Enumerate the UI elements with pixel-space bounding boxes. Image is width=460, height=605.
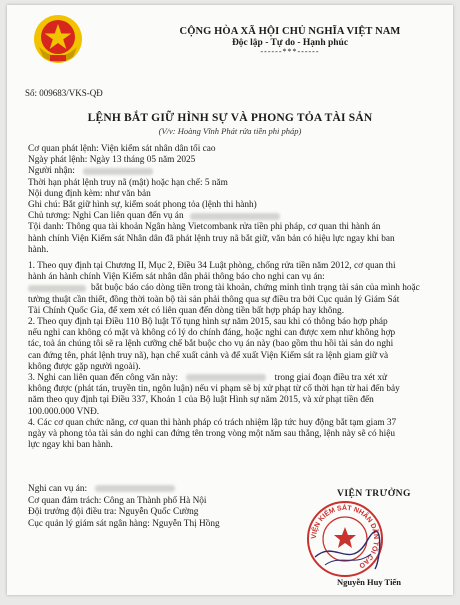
p1-line-3 [28, 283, 441, 294]
p2-line-2: nếu nghi can không có mặt và không có lý do chính đáng, hoặc nghi can được xem như không hợp [28, 328, 396, 339]
p2-line-3: tác, toà án chúng tôi sẽ ra lệnh cưỡng chế bắt buộc cho vụ án này (bao gồm thu hồi tài sản do nghi [28, 339, 394, 350]
suspect-line [28, 484, 220, 496]
p1-line-3-text: bắt buộc báo cáo dòng tiền trong tài khoản, chứng minh tình trạng tài sản của mình hoặc [91, 283, 420, 294]
p3-line-1 [28, 373, 441, 384]
p2-line-4: can đứng tên, phát lệnh truy nã), hạn chế xuất cảnh và để xuất Viện Kiểm sát ra lệnh giam giữ và [28, 350, 389, 361]
p4-line-3: lực ngay khi ban hành. [28, 440, 113, 451]
redacted-owner [190, 213, 280, 220]
redacted-recipient [83, 168, 153, 175]
p2-line-1: 2. Theo quy định tại Điều 110 Bộ luật Tố tụng hình sự năm 2015, sau khi có thông báo hợp pháp [28, 317, 388, 328]
attachment-line: Nội dung định kèm: như văn bản [28, 188, 151, 199]
director-title: VIỆN TRƯỞNG [337, 489, 411, 499]
agency-line: Cơ quan đảm trách: Công an Thành phố Hà Nội [28, 495, 207, 506]
team-line: Đội trưởng đội điều tra: Nguyễn Quốc Cường [28, 507, 199, 518]
document-subtitle: (V/v: Hoàng Vĩnh Phát rửa tiền phi pháp) [158, 126, 302, 136]
header-divider: ------***------ [260, 47, 320, 56]
p4-line-2: ngày và phong tỏa tài sản do nghi can đứng tên trong vòng một năm sau thẳng, lệnh này sẽ có hiệu [28, 429, 396, 440]
document-page [7, 5, 453, 595]
document-title: LỆNH BẮT GIỮ HÌNH SỰ VÀ PHONG TỎA TÀI SẢN [87, 112, 373, 124]
p3-line-2: không được (phát tán, truyền tin, ngôn luận) nếu vi phạm sẽ bị xử phạt từ cố thời hạn từ hai đến bảy [28, 384, 400, 395]
deadline-line: Thời hạn phát lệnh truy nã (mật) hoặc hạn chế: 5 năm [28, 177, 228, 188]
issuer-line: Cơ quan phát lệnh: Viện kiểm sát nhân dân tối cao [28, 144, 216, 154]
p1-line-1: 1. Theo quy định tại Chương II, Mục 2, Điều 34 Luật phòng, chống rửa tiền năm 2012, cơ quan thi [28, 261, 396, 272]
owner-text: Chủ tương: Nghi Can liên quan đến vụ án [28, 211, 184, 222]
redacted-suspect [28, 285, 86, 292]
document-number: Số: 009683/VKS-QĐ [25, 88, 103, 98]
issue-date-line: Ngày phát lệnh: Ngày 13 tháng 05 năm 2025 [28, 155, 196, 166]
official-seal-icon [305, 499, 385, 579]
p2-line-5: không được gặp người ngoài). [28, 361, 141, 372]
p3-line-1-text: 3. Nghi can liên quan đến công văn này: [28, 373, 178, 384]
national-header [127, 26, 453, 56]
document-body [28, 144, 441, 451]
suspect-label: Nghi can vụ án: [28, 484, 88, 494]
responsible-parties [28, 484, 220, 530]
national-motto: Độc lập - Tự do - Hạnh phúc [231, 38, 349, 48]
p1-line-4: tường thuật cần thiết, đồng thời toàn bộ tài sản phải thông qua sự điều tra bởi Cục quản lý Giám Sát [28, 294, 400, 305]
p1-line-2: hành án hành chính Viện Kiểm sát nhân dân phải thông báo cho nghi can vụ án: [28, 272, 325, 283]
national-emblem-icon [33, 13, 83, 65]
recipient-line [28, 166, 441, 177]
redacted-suspect-footer [95, 485, 175, 492]
nation-name: CỘNG HÒA XÃ HỘI CHỦ NGHĨA VIỆT NAM [179, 26, 401, 37]
intro-line-1: Tội danh: Thông qua tài khoản Ngân hàng Vietcombank rửa tiền phi pháp, cơ quan thi hành án [28, 222, 381, 233]
redacted-suspect-name [186, 374, 266, 381]
signer-name: Nguyễn Huy Tiến [337, 577, 401, 587]
p1-line-5: Tài Chính Quốc Gia, để xem xét có liên quan đến dòng tiền bất hợp pháp hay không. [28, 305, 345, 316]
p3-line-1-tail: trong giai đoạn điều tra xét xử [274, 373, 388, 384]
intro-line-2: hành chính Viện Kiểm sát Nhân dân đã phát lệnh truy nã bắt giữ, văn bản có hiệu lực ngay khi ban [28, 233, 395, 244]
p3-line-3: năm theo quy định tại Điều 337, Khoản 1 của Bộ luật Hình sự năm 2015, và xử phạt tiền đến [28, 395, 374, 406]
note-line: Ghi chú: Bắt giữ hình sự, kiểm soát phong tỏa (lệnh thi hành) [28, 200, 257, 211]
supervisor-line: Cục quản lý giám sát ngân hàng: Nguyễn Thị Hồng [28, 518, 220, 529]
p3-line-4: 100.000.000 VNĐ. [28, 406, 100, 417]
p4-line-1: 4. Các cơ quan chức năng, cơ quan thi hành pháp có trách nhiệm lập tức huy động bắt tạm giam 37 [28, 417, 397, 428]
seal-text: VIỆN KIỂM SÁT NHÂN DÂN TỐI CAO [310, 504, 380, 569]
intro-line-3: hành. [28, 244, 49, 255]
recipient-label: Người nhận: [28, 166, 75, 177]
owner-line [28, 211, 441, 222]
